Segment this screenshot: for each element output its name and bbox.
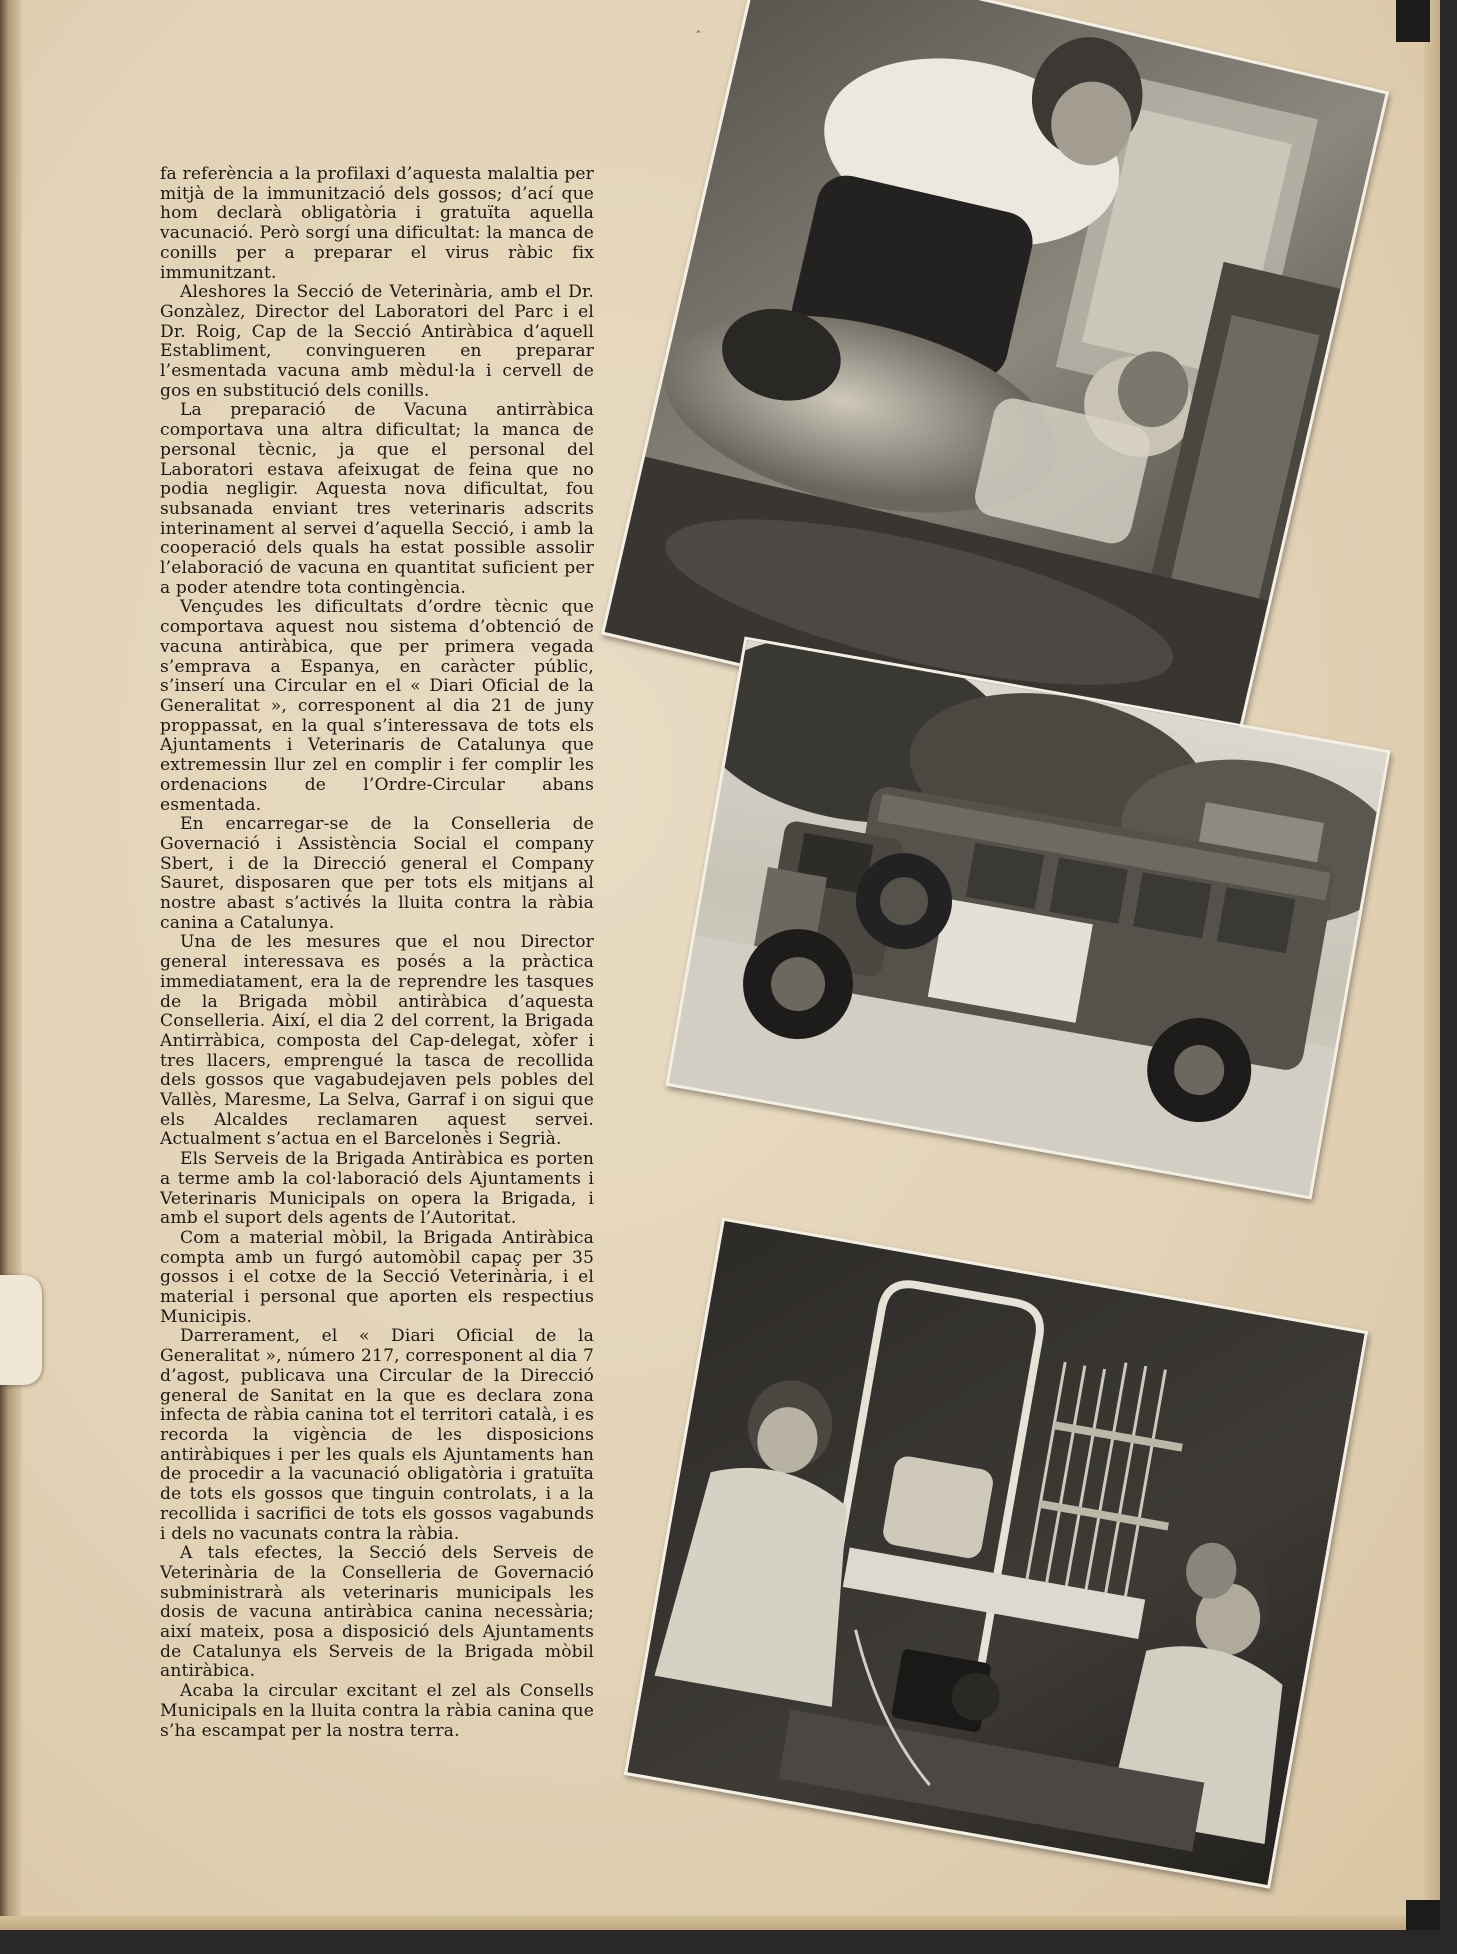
article-paragraph: Acaba la circular excitant el zel als Consells Municipals en la lluita contra la ràbia canina que s’ha escampat per la nostra terra. bbox=[160, 1681, 594, 1741]
photo-vaccination bbox=[601, 0, 1389, 780]
article-column bbox=[160, 165, 594, 1741]
pencil-mark: ˆ bbox=[695, 30, 702, 46]
article-paragraph: A tals efectes, la Secció dels Serveis de Veterinària de la Conselleria de Governació subministrarà als veterinaris municipals les dosis de vacuna antiràbica canina necessària; així mateix, posa a disposició dels Ajuntaments de Catalunya els Serveis de la Brigada mòbil antiràbica. bbox=[160, 1543, 594, 1682]
article-paragraph: fa referència a la profilaxi d’aquesta malaltia per mitjà de la immunització dels gossos; d’ací que hom declarà obligatòria i gratuïta aquella vacunació. Però sorgí una dificultat: la manca de conills per a preparar el virus ràbic fix immunitzant. bbox=[160, 164, 594, 283]
article-paragraph: Una de les mesures que el nou Director general interessava es posés a la pràctica immediatament, era la de reprendre les tasques de la Brigada mòbil antiràbica d’aquesta Conselleria. Així, el dia 2 del corrent, la Brigada Antirràbica, composta del Cap-delegat, xòfer i tres llacers, emprengué la tasca de recollida dels gossos que vagabudejaven pels pobles del Vallès, Maresme, La Selva, Garraf i on sigui que els Alcaldes reclamaren aquest servei. Actualment s’actua en el Barcelonès i Segrià. bbox=[160, 932, 594, 1150]
photo-laboratory-icon bbox=[627, 1221, 1364, 1885]
article-paragraph: Els Serveis de la Brigada Antiràbica es porten a terme amb la col·laboració dels Ajuntaments i Veterinaris Municipals on opera la Brigada, i amb el suport dels agents de l’Autoritat. bbox=[160, 1149, 594, 1229]
article-paragraph: La preparació de Vacuna antirràbica comportava una altra dificultat; la manca de personal tècnic, ja que el personal del Laboratori estava afeixugat de feina que no podia negligir. Aquesta nova dificultat, fou subsanada enviant tres veterinaris adscrits interinament al servei d’aquella Secció, i amb la cooperació dels quals ha estat possible assolir l’elaboració de vacuna en quantitat suficient per a poder atendre tota contingència. bbox=[160, 400, 594, 598]
photo-vaccination-icon bbox=[604, 0, 1385, 776]
article-paragraph: En encarregar-se de la Conselleria de Governació i Assistència Social el company Sbert, i de la Direcció general el Company Sauret, disposaren que per tots els mitjans al nostre abast s’activés la lluita contra la ràbia canina a Catalunya. bbox=[160, 814, 594, 933]
article-paragraph: Com a material mòbil, la Brigada Antiràbica compta amb un furgó automòbil capaç per 35 gossos i el cotxe de la Secció Veterinària, i el material i personal que aporten els respectius Municipis. bbox=[160, 1227, 594, 1327]
photo-van-icon bbox=[669, 640, 1387, 1196]
photo-van bbox=[665, 637, 1390, 1200]
paper-tear bbox=[0, 1275, 42, 1385]
scan-corner bbox=[1406, 1900, 1440, 1930]
photo-laboratory bbox=[624, 1217, 1368, 1888]
scan-corner bbox=[1396, 0, 1430, 42]
article-paragraph: Darrerament, el « Diari Oficial de la Generalitat », número 217, corresponent al dia 7 d’agost, publicava una Circular de la Direcció general de Sanitat en la que es declara zona infecta de ràbia canina tot el territori català, i es recorda la vigència de les disposicions antiràbiques i per les quals els Ajuntaments han de procedir a la vacunació obligatòria i gratuïta de tots els gossos que tinguin controlats, i a la recollida i sacrifici de tots els gossos vagabunds i dels no vacunats contra la ràbia. bbox=[160, 1326, 594, 1544]
article-paragraph: Vençudes les dificultats d’ordre tècnic que comportava aquest nou sistema d’obtenció de vacuna antiràbica, que per primera vegada s’emprava a Espanya, en caràcter públic, s’inserí una Circular en el « Diari Oficial de la Generalitat », corresponent al dia 21 de juny proppassat, en la qual s’interessava de tots els Ajuntaments i Veterinaris de Catalunya que extremessin llur zel en complir i fer complir les ordenacions de l’Ordre-Circular abans esmentada. bbox=[160, 597, 594, 815]
page-binding-edge bbox=[0, 0, 22, 1930]
page-bottom-edge bbox=[0, 1916, 1440, 1930]
page-right-edge bbox=[1424, 0, 1440, 1930]
article-paragraph: Aleshores la Secció de Veterinària, amb el Dr. Gonzàlez, Director del Laboratori del Parc i el Dr. Roig, Cap de la Secció Antiràbica d’aquell Establiment, convingueren en preparar l’esmentada vacuna amb mèdul·la i cervell de gos en substitució dels conills. bbox=[160, 282, 594, 401]
